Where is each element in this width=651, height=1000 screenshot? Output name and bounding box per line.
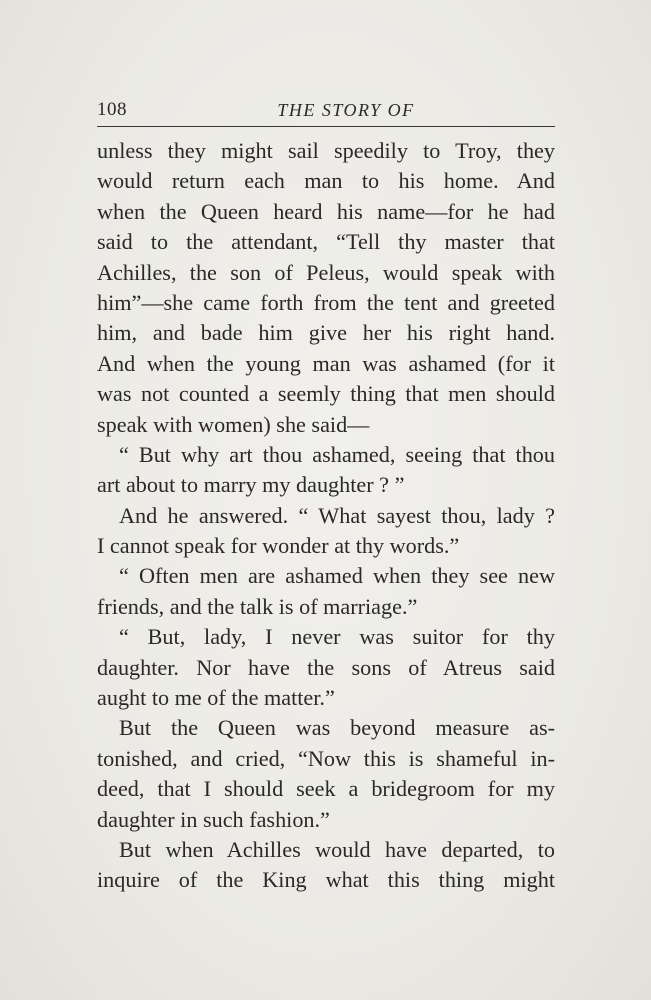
text-line: Achilles, the son of Peleus, would speak with: [97, 259, 555, 285]
text-line: said to the attendant, “Tell thy master that: [97, 229, 555, 255]
text-line: deed, that I should seek a bridegroom for my: [97, 776, 555, 802]
text-line: And he answered. “ What sayest thou, lady ?: [119, 502, 555, 528]
text-line: was not counted a seemly thing that men should: [97, 381, 555, 407]
text-line: “ But why art thou ashamed, seeing that thou: [119, 441, 555, 467]
text-line: him, and bade him give her his right hand.: [97, 320, 555, 346]
text-line: inquire of the King what this thing might: [97, 867, 555, 893]
text-line: I cannot speak for wonder at thy words.”: [97, 533, 460, 559]
text-line: daughter in such fashion.”: [97, 806, 330, 832]
text-line: would return each man to his home. And: [97, 168, 555, 194]
body-text: [97, 136, 555, 896]
text-line: “ Often men are ashamed when they see new: [119, 563, 555, 589]
text-line: when the Queen heard his name—for he had: [97, 198, 555, 224]
text-line: aught to me of the matter.”: [97, 685, 335, 711]
text-line: unless they might sail speedily to Troy, they: [97, 138, 555, 163]
running-title: THE STORY OF: [277, 100, 415, 120]
text-line: speak with women) she said—: [97, 411, 370, 437]
text-line: But the Queen was beyond measure as-: [119, 715, 555, 741]
text-line: But when Achilles would have departed, to: [119, 836, 555, 862]
text-line: tonished, and cried, “Now this is shameful in-: [97, 745, 555, 771]
text-line: “ But, lady, I never was suitor for thy: [119, 624, 555, 650]
page-number: 108: [97, 99, 127, 120]
page-header: [97, 99, 555, 125]
text-line: him”—she came forth from the tent and greeted: [97, 289, 555, 315]
text-line: And when the young man was ashamed (for it: [97, 350, 555, 376]
text-line: daughter. Nor have the sons of Atreus said: [97, 654, 555, 680]
header-rule: [97, 126, 555, 127]
text-line: art about to marry my daughter ? ”: [97, 472, 405, 498]
text-line: friends, and the talk is of marriage.”: [97, 593, 418, 619]
